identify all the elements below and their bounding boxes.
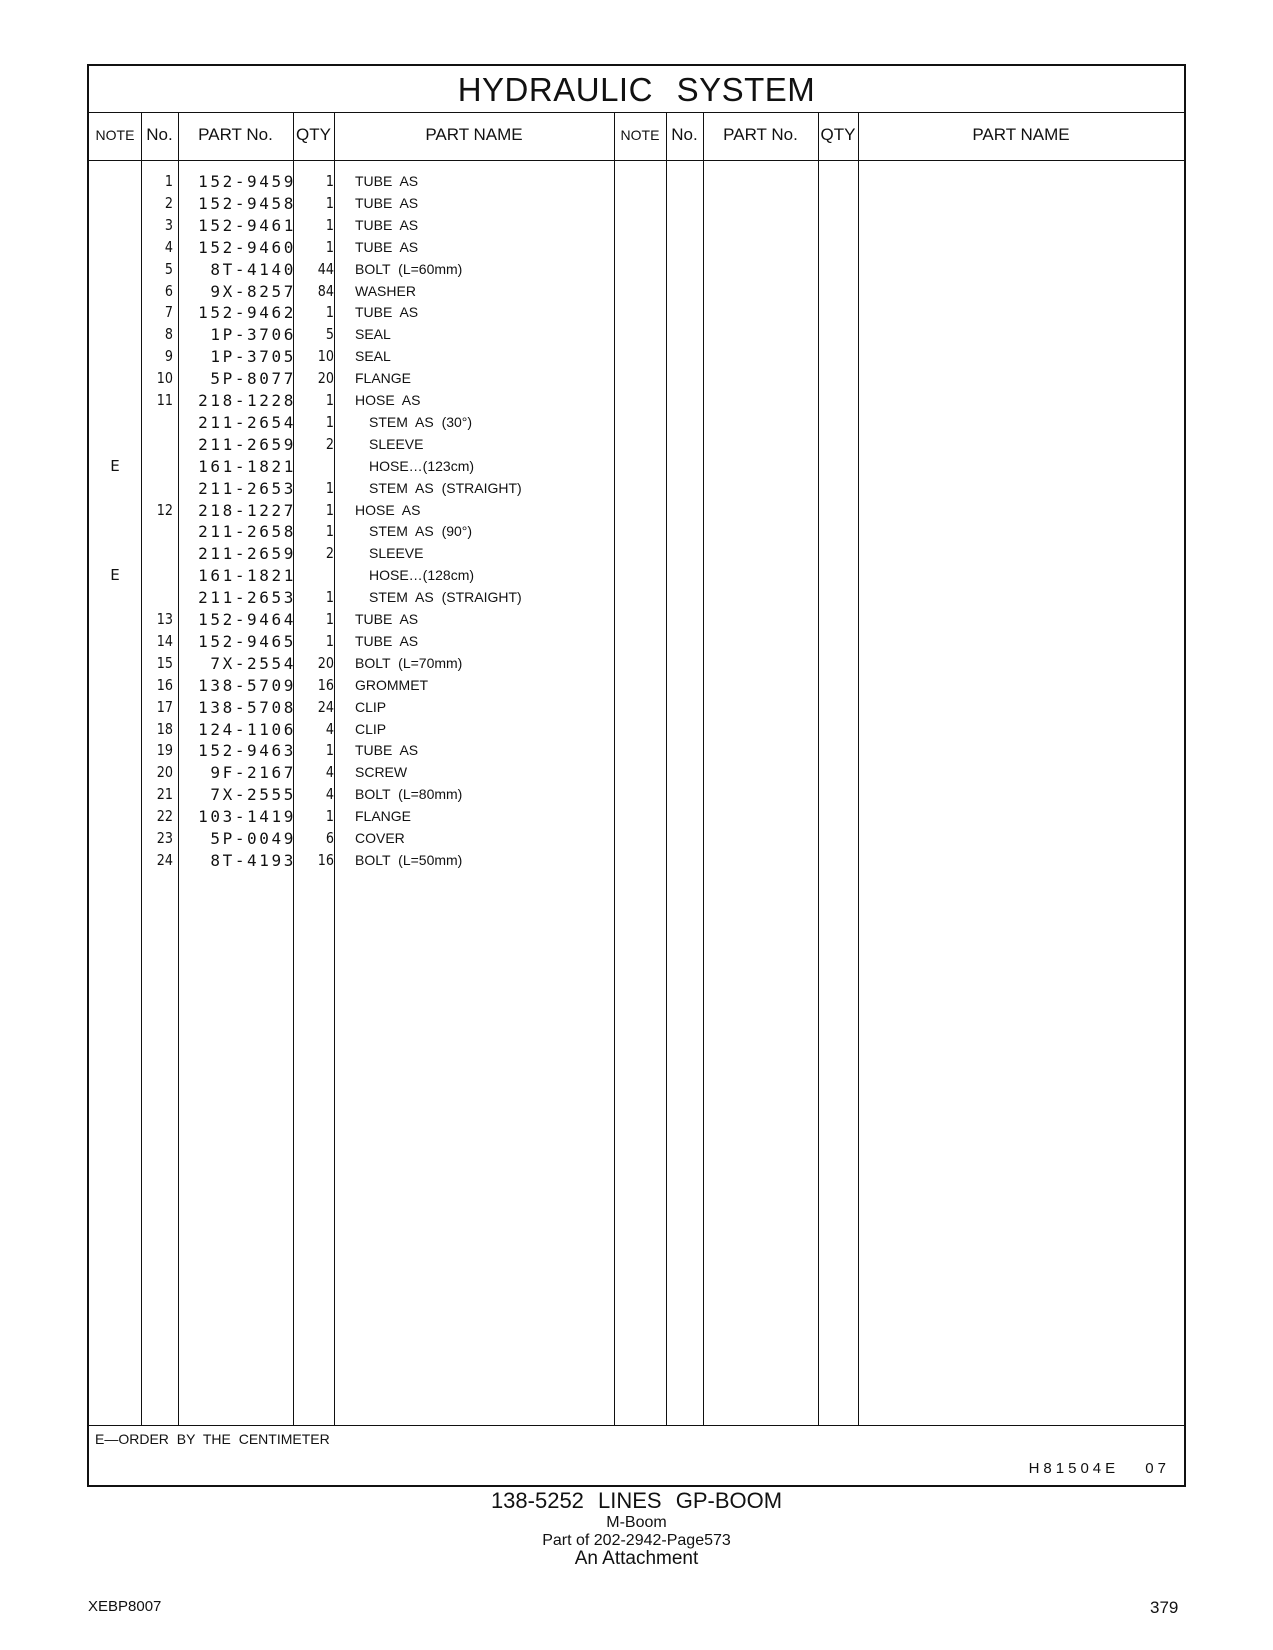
row-quantity: 4	[325, 785, 334, 804]
row-part-number: 211-2659	[198, 434, 296, 454]
row-quantity: 1	[325, 807, 334, 826]
row-part-name: HOSE AS	[355, 392, 421, 408]
table-row	[89, 849, 1184, 872]
row-part-number: 7X-2554	[210, 653, 296, 673]
parts-table-frame	[87, 64, 1186, 1487]
row-number: 6	[164, 281, 173, 300]
row-part-number: 211-2653	[198, 588, 296, 608]
table-row	[89, 280, 1184, 303]
row-part-name: BOLT (L=80mm)	[355, 786, 463, 803]
row-part-number: 9F-2167	[210, 763, 296, 783]
table-row	[89, 499, 1184, 522]
row-quantity: 5	[325, 325, 334, 344]
row-part-number: 211-2654	[198, 412, 296, 432]
header-qty-right: QTY	[820, 125, 856, 144]
header-part-name-left: PART NAME	[425, 125, 523, 144]
table-row	[89, 542, 1184, 565]
row-part-number: 211-2658	[198, 522, 296, 542]
row-quantity: 1	[325, 588, 334, 607]
row-part-name: STEM AS (30°)	[369, 413, 473, 430]
row-number: 23	[156, 829, 173, 847]
caption-subtitle: M-Boom	[606, 1514, 667, 1531]
caption-title: 138-5252 LINES GP-BOOM	[490, 1488, 783, 1513]
table-row	[89, 214, 1184, 237]
row-quantity: 16	[317, 675, 334, 694]
table-row	[89, 192, 1184, 215]
row-number: 2	[164, 193, 173, 212]
row-number: 4	[164, 237, 173, 256]
row-number: 21	[156, 785, 173, 804]
header-qty-left: QTY	[296, 125, 331, 144]
row-quantity: 1	[325, 303, 334, 322]
row-part-name: HOSE…(123cm)	[369, 457, 475, 474]
row-part-number: 211-2659	[198, 544, 296, 564]
row-part-name: TUBE AS	[355, 742, 419, 759]
row-part-number: 152-9464	[198, 610, 296, 629]
row-number: 20	[156, 763, 173, 782]
row-quantity: 20	[317, 369, 334, 388]
row-part-name: TUBE AS	[355, 238, 419, 255]
row-number: 24	[156, 850, 173, 869]
row-quantity: 1	[325, 522, 334, 541]
table-row	[89, 564, 1184, 587]
row-quantity: 1	[325, 237, 334, 256]
row-number: 8	[164, 325, 173, 344]
row-quantity: 4	[325, 719, 334, 738]
row-number: 15	[156, 653, 173, 672]
row-part-number: 9X-8257	[210, 281, 296, 301]
row-part-name: TUBE AS	[355, 216, 419, 233]
row-quantity: 1	[325, 478, 334, 497]
row-quantity: 1	[325, 412, 334, 431]
row-quantity: 2	[325, 434, 334, 453]
table-header	[89, 112, 1184, 161]
row-number: 11	[156, 391, 173, 409]
row-part-name: SLEEVE	[369, 545, 424, 562]
row-part-number: 8T-4140	[210, 259, 296, 279]
row-quantity: 16	[317, 850, 334, 869]
row-part-name: STEM AS (90°)	[369, 523, 473, 540]
caption-part-of: Part of 202-2942-Page573	[542, 1532, 731, 1549]
row-number: 7	[164, 303, 173, 322]
row-part-name: FLANGE	[355, 808, 412, 825]
row-part-number: 5P-0049	[210, 829, 296, 848]
header-note-left: NOTE	[95, 127, 135, 143]
table-row	[89, 827, 1184, 850]
row-part-number: 1P-3705	[210, 347, 296, 367]
table-row	[89, 608, 1184, 631]
drawing-code: H81504E 07	[1028, 1460, 1170, 1477]
row-part-number: 1P-3706	[210, 325, 296, 345]
row-part-number: 152-9461	[198, 215, 296, 235]
table-row	[89, 345, 1184, 368]
row-number: 17	[156, 697, 173, 716]
row-number: 9	[164, 347, 173, 366]
row-quantity: 1	[325, 215, 334, 234]
table-row	[89, 761, 1184, 784]
table-row	[89, 455, 1184, 478]
header-note-right: NOTE	[620, 127, 660, 143]
row-number: 13	[156, 610, 173, 628]
table-row	[89, 520, 1184, 543]
row-number: 14	[156, 631, 173, 650]
row-number: 19	[156, 741, 173, 760]
row-quantity: 1	[325, 172, 334, 190]
row-part-name: TUBE AS	[355, 304, 419, 321]
row-part-number: 218-1227	[198, 500, 296, 520]
header-no-right: No.	[671, 125, 698, 144]
row-number: 3	[164, 215, 173, 234]
row-part-number: 152-9460	[198, 237, 296, 257]
table-row	[89, 586, 1184, 609]
row-part-name: BOLT (L=60mm)	[355, 260, 463, 277]
page-number: 379	[1150, 1598, 1179, 1617]
table-row	[89, 170, 1184, 193]
row-part-name: TUBE AS	[355, 611, 419, 627]
page-title: HYDRAULIC SYSTEM	[89, 66, 1184, 113]
header-part-no-right: PART No.	[723, 125, 798, 144]
caption-attachment: An Attachment	[574, 1548, 699, 1569]
row-part-name: WASHER	[355, 282, 416, 299]
row-part-number: 161-1821	[198, 456, 296, 476]
table-row	[89, 674, 1184, 697]
table-row	[89, 411, 1184, 434]
row-part-number: 103-1419	[198, 807, 296, 827]
row-part-number: 218-1228	[198, 391, 296, 410]
table-row	[89, 433, 1184, 456]
row-part-name: CLIP	[355, 720, 387, 737]
row-part-number: 5P-8077	[210, 369, 296, 389]
table-row	[89, 630, 1184, 653]
row-quantity: 1	[325, 391, 334, 409]
row-part-number: 152-9462	[198, 303, 296, 323]
row-number: 12	[156, 500, 173, 519]
row-part-name: HOSE AS	[355, 501, 421, 518]
row-part-number: 138-5708	[198, 697, 296, 717]
row-quantity: 4	[325, 763, 334, 782]
row-quantity: 2	[325, 544, 334, 563]
table-row	[89, 805, 1184, 828]
table-row	[89, 367, 1184, 390]
row-number: 5	[164, 259, 173, 278]
row-quantity: 1	[325, 193, 334, 212]
footnote: E—ORDER BY THE CENTIMETER	[95, 1431, 330, 1447]
row-part-name: FLANGE	[355, 370, 412, 387]
row-number: 10	[156, 369, 173, 388]
row-quantity: 44	[317, 259, 334, 278]
table-row	[89, 477, 1184, 500]
row-part-number: 7X-2555	[210, 785, 296, 805]
row-part-name: CLIP	[355, 698, 387, 715]
row-part-number: 152-9463	[198, 741, 296, 761]
table-row	[89, 783, 1184, 806]
table-row	[89, 718, 1184, 741]
header-part-name-right: PART NAME	[972, 125, 1070, 144]
row-part-name: GROMMET	[355, 676, 429, 693]
table-row	[89, 323, 1184, 346]
row-quantity: 1	[325, 741, 334, 760]
header-no-left: No.	[146, 125, 173, 144]
row-part-name: TUBE AS	[355, 194, 419, 211]
row-note: E	[110, 456, 120, 475]
row-number: 1	[164, 172, 173, 190]
row-part-number: 152-9459	[198, 172, 296, 191]
row-part-number: 211-2653	[198, 478, 296, 498]
row-part-name: STEM AS (STRAIGHT)	[369, 479, 522, 496]
row-part-name: SEAL	[355, 326, 391, 343]
row-quantity: 1	[325, 631, 334, 650]
row-part-number: 152-9465	[198, 631, 296, 651]
row-part-name: STEM AS (STRAIGHT)	[369, 589, 522, 606]
row-note: E	[110, 566, 120, 585]
row-part-number: 124-1106	[198, 719, 296, 739]
row-part-name: SCREW	[355, 764, 408, 781]
row-part-number: 152-9458	[198, 193, 296, 213]
document-id: XEBP8007	[88, 1598, 162, 1615]
row-part-number: 8T-4193	[210, 850, 296, 870]
row-part-name: BOLT (L=50mm)	[355, 851, 463, 868]
row-part-number: 161-1821	[198, 566, 296, 586]
table-row	[89, 236, 1184, 259]
table-row	[89, 696, 1184, 719]
row-part-name: BOLT (L=70mm)	[355, 654, 463, 671]
row-quantity: 20	[317, 653, 334, 672]
row-quantity: 10	[317, 347, 334, 366]
row-part-name: HOSE…(128cm)	[369, 567, 475, 584]
row-part-name: TUBE AS	[355, 632, 419, 649]
table-row	[89, 652, 1184, 675]
row-quantity: 1	[325, 610, 334, 628]
row-quantity: 24	[317, 697, 334, 716]
row-part-number: 138-5709	[198, 675, 296, 695]
table-row	[89, 739, 1184, 762]
row-part-name: SLEEVE	[369, 435, 424, 452]
table-row	[89, 258, 1184, 281]
table-row	[89, 389, 1184, 412]
footer-divider	[89, 1425, 1184, 1426]
row-part-name: COVER	[355, 830, 405, 846]
header-part-no-left: PART No.	[198, 125, 273, 144]
row-number: 18	[156, 719, 173, 738]
row-quantity: 6	[325, 829, 334, 847]
row-part-name: TUBE AS	[355, 173, 419, 189]
table-row	[89, 301, 1184, 324]
row-part-name: SEAL	[355, 348, 391, 365]
row-quantity: 1	[325, 500, 334, 519]
row-quantity: 84	[317, 281, 334, 300]
row-number: 22	[156, 807, 173, 826]
row-number: 16	[156, 675, 173, 694]
